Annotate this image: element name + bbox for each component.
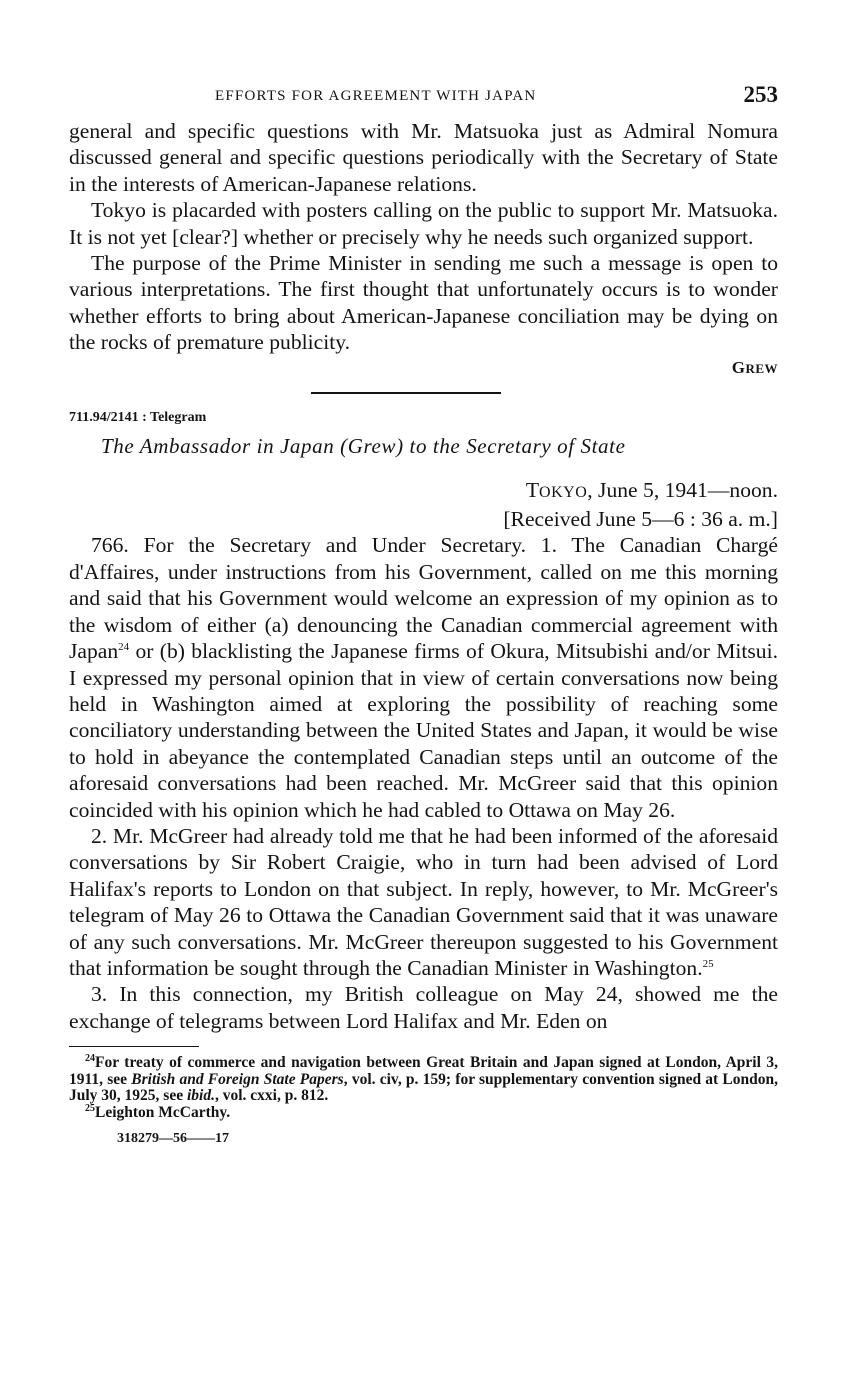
footnote-divider — [69, 1046, 199, 1047]
document-reference: 711.94/2141 : Telegram — [69, 409, 207, 425]
dateline — [69, 477, 778, 506]
paragraph-1-text-a: 766. For the Secretary and Under Secretary. 1. The Canadian Chargé d'Affaires, under instructions from his Government, called on me this morning and said that his Government would welcome an expression of my opinion as to the wisdom of either (a) denouncing the Canadian commercial agreement with Japan — [69, 533, 778, 664]
signature-rest: REW — [745, 360, 778, 376]
footnote-mark-25: 25 — [85, 1102, 95, 1114]
signature-initial: G — [731, 357, 746, 377]
paragraph: Tokyo is placarded with posters calling on the public to support Mr. Matsuoka. It is not yet [clear?] whether or precisely why he needs such organized support. — [69, 198, 778, 249]
footnote-25-text: Leighton McCarthy. — [95, 1103, 231, 1121]
paragraph: The purpose of the Prime Minister in sending me such a message is open to various interpretations. The first thought that unfortunately occurs is to wonder whether efforts to bring about American-Japanese conciliation may be dying on the rocks of premature publicity. — [69, 251, 778, 355]
footnotes — [69, 1055, 778, 1121]
footnote-24 — [69, 1055, 778, 1105]
footnote-ref-24: 24 — [118, 640, 130, 653]
footnote-24-title: British and Foreign State Papers — [131, 1070, 344, 1088]
print-code: 318279—56——17 — [117, 1131, 229, 1147]
footnote-24-ibid: ibid. — [186, 1087, 215, 1105]
footnote-ref-25: 25 — [702, 957, 714, 970]
paragraph-3: 3. In this connection, my British colleague on May 24, showed me the exchange of telegrams between Lord Halifax and Mr. Eden on — [69, 982, 778, 1033]
dateline-date: , June 5, 1941—noon. — [587, 477, 778, 502]
continuation-text — [69, 118, 778, 356]
footnote-24-text: For treaty of commerce and navigation between Great Britain and Japan signed at London, April 3, 1911, see — [69, 1054, 778, 1088]
dateline-city-rest: OKYO — [539, 483, 588, 501]
paragraph-2-text: 2. Mr. McGreer had already told me that he had been informed of the aforesaid conversations by Sir Robert Craigie, who in turn had been advised of Lord Halifax's reports to London on that subject. In reply, however, to Mr. McGreer's telegram of May 26 to Ottawa the Canadian Government said that it was unaware of any such conversations. Mr. McGreer thereupon suggested to his Government that information be sought through the Canadian Minister in Washington. — [69, 823, 778, 980]
signature — [69, 358, 778, 378]
footnote-24-text-c: , vol. cxxi, p. 812. — [214, 1087, 329, 1105]
received-line: [Received June 5—6 : 36 a. m.] — [503, 507, 778, 532]
telegram-body — [69, 532, 778, 1034]
footnote-mark-24: 24 — [85, 1053, 95, 1065]
footnote-24-text-b: , vol. civ, p. 159; for supplementary convention signed at London, July 30, 1925, see — [69, 1070, 779, 1105]
paragraph-1 — [69, 532, 778, 822]
paragraph-1-text-b: or (b) blacklisting the Japanese firms of Okura, Mitsubishi and/or Mitsui. I expressed my personal opinion that in view of certain conversations now being held in Washington aimed at exploring the possibility of reaching some conciliatory understanding between the United States and Japan, it would be wise to hold in abeyance the contemplated Canadian steps until an outcome of the aforesaid conversations had been reached. Mr. McGreer said that this opinion coincided with his opinion which he had cabled to Ottawa on May 26. — [69, 639, 778, 822]
paragraph: general and specific questions with Mr. Matsuoka just as Admiral Nomura discussed general and specific questions periodically with the Secretary of State in the interests of American-Japanese relations. — [69, 119, 778, 196]
running-header — [69, 78, 778, 118]
page-number: 253 — [743, 82, 778, 107]
document-heading: The Ambassador in Japan (Grew) to the Secretary of State — [101, 433, 626, 458]
footnote-25 — [69, 1102, 778, 1122]
running-title: EFFORTS FOR AGREEMENT WITH JAPAN — [215, 88, 537, 104]
paragraph-2 — [69, 823, 778, 981]
dateline-city-initial: T — [525, 477, 540, 502]
section-divider — [311, 392, 501, 394]
